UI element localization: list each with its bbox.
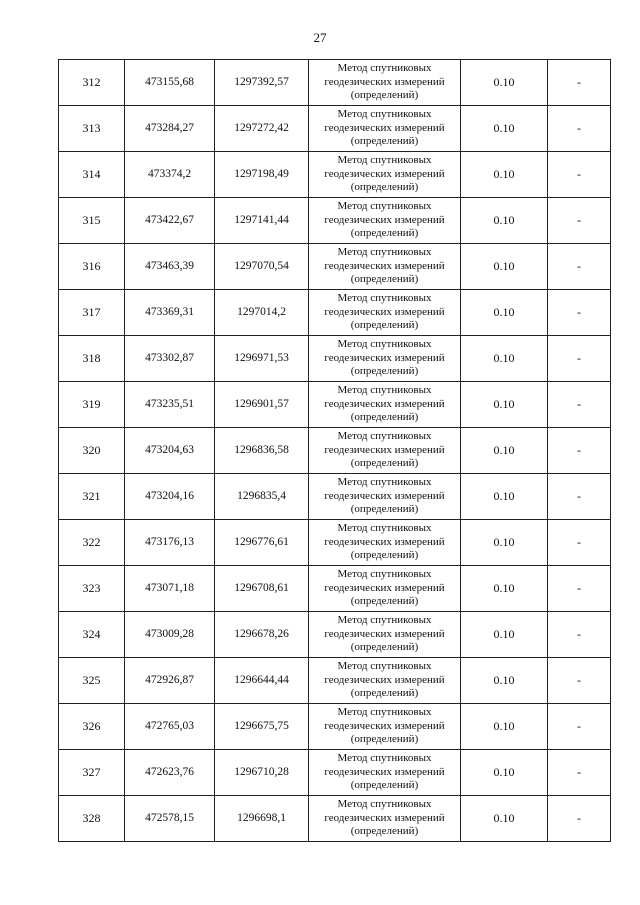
method-text-line: Метод спутниковых: [337, 568, 432, 581]
x-coordinate-cell: 473155,68: [125, 60, 215, 106]
method-cell: [309, 290, 461, 336]
table-row: [59, 520, 611, 566]
table-row: [59, 474, 611, 520]
table-row: [59, 152, 611, 198]
method-cell: [309, 428, 461, 474]
method-cell: [309, 612, 461, 658]
table-row: [59, 704, 611, 750]
method-text-line: геодезических измерений: [324, 305, 445, 318]
coordinates-table-body: [59, 60, 611, 842]
description-cell: -: [548, 60, 611, 106]
method-text-line: Метод спутниковых: [337, 614, 432, 627]
table-row: [59, 750, 611, 796]
method-cell: [309, 704, 461, 750]
accuracy-cell: 0.10: [461, 106, 548, 152]
method-text-line: геодезических измерений: [324, 397, 445, 410]
y-coordinate-cell: 1297014,2: [215, 290, 309, 336]
accuracy-cell: 0.10: [461, 336, 548, 382]
x-coordinate-cell: 473302,87: [125, 336, 215, 382]
accuracy-cell: 0.10: [461, 428, 548, 474]
point-number-cell: 326: [59, 704, 125, 750]
x-coordinate-cell: 473374,2: [125, 152, 215, 198]
method-text-line: Метод спутниковых: [337, 706, 432, 719]
method-cell: [309, 658, 461, 704]
point-number-cell: 312: [59, 60, 125, 106]
method-text-line: (определений): [350, 779, 419, 792]
table-row: [59, 566, 611, 612]
accuracy-cell: 0.10: [461, 704, 548, 750]
description-cell: -: [548, 750, 611, 796]
method-text-line: Метод спутниковых: [337, 292, 432, 305]
method-text-line: Метод спутниковых: [337, 522, 432, 535]
method-cell: [309, 566, 461, 612]
method-text-line: (определений): [350, 503, 419, 516]
point-number-cell: 320: [59, 428, 125, 474]
point-number-cell: 321: [59, 474, 125, 520]
accuracy-cell: 0.10: [461, 474, 548, 520]
method-text-line: геодезических измерений: [324, 443, 445, 456]
x-coordinate-cell: 473071,18: [125, 566, 215, 612]
y-coordinate-cell: 1296710,28: [215, 750, 309, 796]
table-row: [59, 658, 611, 704]
method-text-line: геодезических измерений: [324, 811, 445, 824]
method-text-line: (определений): [350, 227, 419, 240]
method-text-line: геодезических измерений: [324, 765, 445, 778]
x-coordinate-cell: 472765,03: [125, 704, 215, 750]
x-coordinate-cell: 473204,16: [125, 474, 215, 520]
y-coordinate-cell: 1296708,61: [215, 566, 309, 612]
method-cell: [309, 152, 461, 198]
point-number-cell: 313: [59, 106, 125, 152]
point-number-cell: 319: [59, 382, 125, 428]
accuracy-cell: 0.10: [461, 658, 548, 704]
method-text-line: Метод спутниковых: [337, 476, 432, 489]
method-text-line: (определений): [350, 319, 419, 332]
method-cell: [309, 244, 461, 290]
method-text-line: геодезических измерений: [324, 351, 445, 364]
point-number-cell: 324: [59, 612, 125, 658]
method-text-line: геодезических измерений: [324, 581, 445, 594]
method-cell: [309, 474, 461, 520]
method-text-line: (определений): [350, 273, 419, 286]
method-text-line: геодезических измерений: [324, 259, 445, 272]
y-coordinate-cell: 1297392,57: [215, 60, 309, 106]
point-number-cell: 323: [59, 566, 125, 612]
method-text-line: геодезических измерений: [324, 673, 445, 686]
method-text-line: (определений): [350, 687, 419, 700]
table-row: [59, 198, 611, 244]
method-cell: [309, 336, 461, 382]
method-text-line: (определений): [350, 89, 419, 102]
method-text-line: (определений): [350, 825, 419, 838]
x-coordinate-cell: 473009,28: [125, 612, 215, 658]
method-text-line: Метод спутниковых: [337, 660, 432, 673]
description-cell: -: [548, 198, 611, 244]
x-coordinate-cell: 473369,31: [125, 290, 215, 336]
accuracy-cell: 0.10: [461, 612, 548, 658]
method-text-line: геодезических измерений: [324, 167, 445, 180]
method-text-line: (определений): [350, 595, 419, 608]
point-number-cell: 328: [59, 796, 125, 842]
coordinates-table: [58, 59, 611, 842]
description-cell: -: [548, 152, 611, 198]
description-cell: -: [548, 336, 611, 382]
y-coordinate-cell: 1296698,1: [215, 796, 309, 842]
table-row: [59, 336, 611, 382]
point-number-cell: 316: [59, 244, 125, 290]
x-coordinate-cell: 472926,87: [125, 658, 215, 704]
x-coordinate-cell: 473235,51: [125, 382, 215, 428]
x-coordinate-cell: 472623,76: [125, 750, 215, 796]
accuracy-cell: 0.10: [461, 244, 548, 290]
x-coordinate-cell: 473463,39: [125, 244, 215, 290]
method-text-line: Метод спутниковых: [337, 108, 432, 121]
method-cell: [309, 750, 461, 796]
accuracy-cell: 0.10: [461, 382, 548, 428]
accuracy-cell: 0.10: [461, 796, 548, 842]
y-coordinate-cell: 1297272,42: [215, 106, 309, 152]
method-text-line: Метод спутниковых: [337, 200, 432, 213]
description-cell: -: [548, 658, 611, 704]
table-row: [59, 428, 611, 474]
description-cell: -: [548, 566, 611, 612]
method-text-line: геодезических измерений: [324, 121, 445, 134]
method-text-line: (определений): [350, 365, 419, 378]
description-cell: -: [548, 428, 611, 474]
y-coordinate-cell: 1296901,57: [215, 382, 309, 428]
method-cell: [309, 382, 461, 428]
method-text-line: Метод спутниковых: [337, 384, 432, 397]
description-cell: -: [548, 520, 611, 566]
table-row: [59, 290, 611, 336]
method-cell: [309, 106, 461, 152]
description-cell: -: [548, 474, 611, 520]
page-number: 27: [313, 30, 327, 45]
description-cell: -: [548, 290, 611, 336]
accuracy-cell: 0.10: [461, 152, 548, 198]
method-text-line: геодезических измерений: [324, 75, 445, 88]
accuracy-cell: 0.10: [461, 566, 548, 612]
point-number-cell: 315: [59, 198, 125, 244]
table-row: [59, 106, 611, 152]
y-coordinate-cell: 1297141,44: [215, 198, 309, 244]
accuracy-cell: 0.10: [461, 290, 548, 336]
method-cell: [309, 796, 461, 842]
y-coordinate-cell: 1296971,53: [215, 336, 309, 382]
description-cell: -: [548, 796, 611, 842]
description-cell: -: [548, 382, 611, 428]
method-text-line: Метод спутниковых: [337, 154, 432, 167]
method-text-line: Метод спутниковых: [337, 246, 432, 259]
point-number-cell: 327: [59, 750, 125, 796]
method-text-line: (определений): [350, 733, 419, 746]
point-number-cell: 325: [59, 658, 125, 704]
y-coordinate-cell: 1296644,44: [215, 658, 309, 704]
method-text-line: Метод спутниковых: [337, 338, 432, 351]
accuracy-cell: 0.10: [461, 750, 548, 796]
table-row: [59, 796, 611, 842]
accuracy-cell: 0.10: [461, 198, 548, 244]
table-row: [59, 60, 611, 106]
x-coordinate-cell: 473176,13: [125, 520, 215, 566]
description-cell: -: [548, 106, 611, 152]
y-coordinate-cell: 1297198,49: [215, 152, 309, 198]
method-text-line: геодезических измерений: [324, 489, 445, 502]
method-cell: [309, 198, 461, 244]
description-cell: -: [548, 244, 611, 290]
description-cell: -: [548, 612, 611, 658]
point-number-cell: 314: [59, 152, 125, 198]
y-coordinate-cell: 1296678,26: [215, 612, 309, 658]
accuracy-cell: 0.10: [461, 60, 548, 106]
method-text-line: геодезических измерений: [324, 213, 445, 226]
y-coordinate-cell: 1296836,58: [215, 428, 309, 474]
y-coordinate-cell: 1296776,61: [215, 520, 309, 566]
x-coordinate-cell: 473284,27: [125, 106, 215, 152]
table-row: [59, 382, 611, 428]
point-number-cell: 322: [59, 520, 125, 566]
table-row: [59, 612, 611, 658]
y-coordinate-cell: 1296835,4: [215, 474, 309, 520]
method-text-line: (определений): [350, 135, 419, 148]
y-coordinate-cell: 1296675,75: [215, 704, 309, 750]
y-coordinate-cell: 1297070,54: [215, 244, 309, 290]
method-text-line: Метод спутниковых: [337, 430, 432, 443]
point-number-cell: 318: [59, 336, 125, 382]
method-text-line: Метод спутниковых: [337, 752, 432, 765]
accuracy-cell: 0.10: [461, 520, 548, 566]
point-number-cell: 317: [59, 290, 125, 336]
table-row: [59, 244, 611, 290]
x-coordinate-cell: 472578,15: [125, 796, 215, 842]
description-cell: -: [548, 704, 611, 750]
method-text-line: Метод спутниковых: [337, 62, 432, 75]
method-text-line: геодезических измерений: [324, 719, 445, 732]
method-text-line: (определений): [350, 457, 419, 470]
x-coordinate-cell: 473204,63: [125, 428, 215, 474]
method-text-line: (определений): [350, 549, 419, 562]
method-text-line: (определений): [350, 641, 419, 654]
x-coordinate-cell: 473422,67: [125, 198, 215, 244]
method-text-line: геодезических измерений: [324, 627, 445, 640]
method-text-line: (определений): [350, 411, 419, 424]
method-cell: [309, 60, 461, 106]
method-text-line: Метод спутниковых: [337, 798, 432, 811]
method-text-line: геодезических измерений: [324, 535, 445, 548]
method-cell: [309, 520, 461, 566]
method-text-line: (определений): [350, 181, 419, 194]
